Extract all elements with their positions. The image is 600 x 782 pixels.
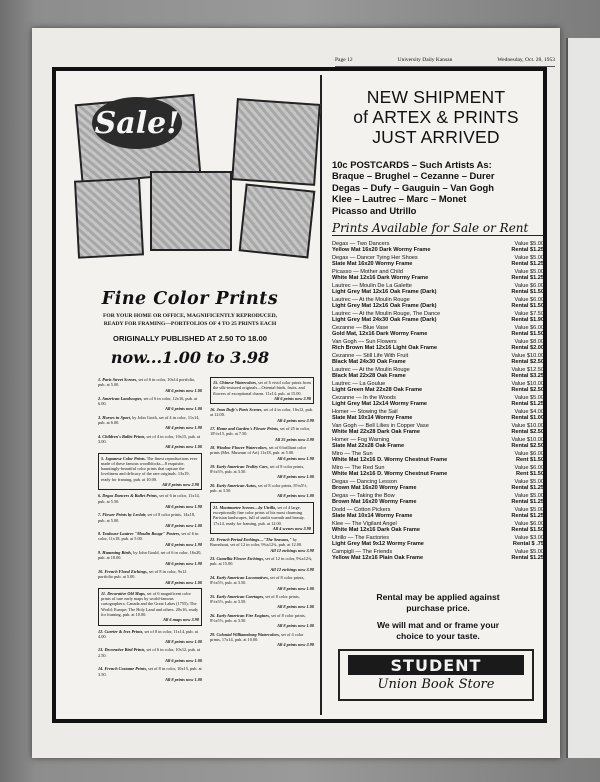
portfolio-item	[98, 453, 202, 491]
rental-entry-line	[332, 429, 544, 435]
framing-note-line-2: choice to your taste.	[396, 630, 480, 641]
rental-entry-rent: Rental $1.25	[511, 261, 544, 268]
portfolio-item-title: 3. Horses in Sport,	[98, 414, 132, 420]
rental-entry-value: Value $5.00	[514, 269, 544, 275]
rental-entry-line	[332, 443, 544, 449]
rental-entry-line	[332, 485, 544, 491]
portfolio-item	[98, 629, 202, 645]
rental-entry-value: Value $6.00	[514, 325, 544, 331]
folio-paper-name: University Daily Kansan	[397, 57, 453, 63]
rental-entry-frame: Light Green Mat 22x28 Oak Frame	[332, 387, 423, 394]
portfolio-item-price: All 6 prints now 1.00	[165, 406, 202, 412]
rental-entry-rent: Rental $2.50	[511, 443, 544, 450]
framing-note-line-1: We will mat and or frame your	[376, 620, 500, 630]
portfolio-item-price: All 8 prints now 1.00	[165, 639, 202, 645]
rental-entry-artwork: Picasso — Mother and Child	[332, 269, 403, 275]
headline-line-2: of ARTEX & PRINTS	[353, 107, 519, 127]
rental-entry-value: Value $6.00	[514, 521, 544, 527]
rental-entry-frame: Black Mat 22x28 Oak Frame	[332, 373, 406, 380]
portfolio-item	[98, 588, 202, 626]
portfolio-item	[210, 464, 314, 480]
rental-entry-artwork: Degas — Dancer Tying Her Shoes	[332, 255, 418, 261]
portfolio-item-description: set of 8 color prints, 8½x5½, pub. at 3.50.	[210, 463, 305, 475]
portfolio-item-description: set of 8 color prints, 8½x5½, pub. at 3.50.	[210, 612, 306, 623]
rental-entry	[332, 311, 544, 324]
rental-entry-rent: Rental $1.90	[511, 317, 544, 324]
portfolio-item-title: 12. Currier & Ives Prints,	[98, 628, 144, 634]
rental-entry-value: Value $6.00	[514, 465, 544, 471]
rental-entry-frame: Black Mat 24x30 Oak Frame	[332, 359, 406, 366]
page-folio	[335, 57, 555, 67]
rental-entry-artwork: Campigli — The Friends	[332, 549, 393, 555]
folio-date: Wednesday, Oct. 28, 1953	[497, 57, 555, 63]
portfolio-item-description: set of 8 color prints, 8½x5½, pub. at 3.50.	[210, 482, 308, 494]
rental-entry-line	[332, 415, 544, 421]
portfolio-listings	[98, 377, 314, 711]
rental-entry-rent: Rental $1.25	[511, 513, 544, 520]
rental-entry-line	[332, 247, 544, 253]
rental-entry-rent: Rental $1.50	[511, 289, 544, 296]
portfolio-item	[98, 569, 202, 585]
advertisement	[52, 67, 547, 723]
adjacent-page-edge	[566, 38, 600, 758]
rental-entry-line	[332, 303, 544, 309]
rental-entry-frame: Gold Mat, 12x16 Dark Wormy Frame	[332, 331, 428, 338]
portfolio-item-description: set of 8 color prints, 8½x5½, pub. at 3.50.	[210, 574, 305, 586]
rental-entry-line	[332, 345, 544, 351]
framing-note	[332, 620, 544, 641]
print-image-portrait	[231, 98, 321, 186]
postcard-line-5: Picasso and Utrillo	[332, 204, 417, 216]
rental-entry	[332, 423, 544, 436]
rental-entry-frame: Yellow Mat 12x16 Plain Oak Frame	[332, 555, 424, 562]
shipment-headline	[328, 87, 544, 147]
rental-entry-artwork: Degas — Dancing Lesson	[332, 479, 397, 485]
rental-entry-frame: Slate Mat 16x20 Wormy Frame	[332, 261, 413, 268]
sale-badge: Sale!	[92, 97, 182, 149]
portfolio-item-price: All 4 prints now 1.00	[165, 444, 202, 450]
postcard-line-4: Klee – Lautrec – Marc – Monet	[332, 193, 467, 205]
portfolio-item-title: 15. Chinese Watercolors,	[213, 380, 258, 385]
ad-title: Fine Color Prints	[101, 289, 279, 309]
rental-entry-value: Value $10.00	[511, 353, 544, 359]
rental-heading: Prints Available for Sale or Rent	[332, 221, 544, 236]
rental-entry-line	[332, 373, 544, 379]
print-image-flowers	[239, 184, 316, 259]
portfolio-item-price: All 12 etchings now 3.98	[270, 547, 314, 553]
column-divider	[320, 75, 322, 715]
rental-entry-value: Value $8.00	[514, 339, 544, 345]
rental-entry-value: Value $5.00	[514, 549, 544, 555]
original-price-line: ORIGINALLY PUBLISHED AT 2.50 TO 18.00	[113, 334, 267, 343]
rental-entry-rent: Rental $1.25	[511, 499, 544, 506]
portfolio-item-title: 5. Japanese Color Prints.	[101, 455, 146, 461]
portfolio-item-price: All 8 prints now 1.00	[277, 604, 314, 610]
portfolio-item-price: All 8 prints now 1.00	[165, 522, 202, 528]
rental-entry-frame: Slate Mat 22x28 Oak Frame	[332, 443, 405, 450]
rental-entry-line	[332, 359, 544, 365]
portfolio-item-price: All 6 prints now 2.98	[274, 395, 311, 401]
rental-entry-rent: Rental $2.50	[511, 359, 544, 366]
portfolio-item	[210, 575, 314, 591]
rental-entry-rent: Rental $2.50	[511, 429, 544, 436]
portfolio-item-price: All 6 prints now 1.00	[165, 387, 202, 393]
portfolio-item-price: All 6 prints now 1.98	[165, 503, 202, 509]
rental-entry	[332, 283, 544, 296]
portfolio-item-title: 10. French Floral Etchings,	[98, 568, 148, 574]
portfolio-column-2	[210, 377, 314, 711]
rental-entry	[332, 437, 544, 450]
portfolio-item	[98, 493, 202, 509]
portfolio-item	[210, 377, 314, 404]
rental-entry	[332, 255, 544, 268]
portfolio-item-description: by John Gould, set of 6 in color, 16x20, pub. at 18.00.	[98, 550, 202, 561]
portfolio-item-price: All 6 maps now 3.98	[163, 617, 199, 623]
rental-entry-rent: Rental $1.25	[511, 275, 544, 282]
rental-entry-artwork: Van Gogh — Sun Flowers	[332, 339, 397, 345]
portfolio-item-description: set of 8 color prints, 8½x5½, pub. at 3.50.	[210, 593, 300, 605]
rental-entry-rent: Rental $1.50	[511, 303, 544, 310]
portfolio-item-description: by John Groth, set of 4 in color, 11x14, pub. at 6.00.	[98, 414, 200, 426]
rental-entry	[332, 269, 544, 282]
rental-entry-rent: Rental $1.00	[511, 415, 544, 422]
portfolio-item-price: All 8 prints now 1.00	[277, 623, 314, 629]
rental-entry-artwork: Miro — The Red Sun	[332, 465, 385, 471]
rental-entry	[332, 395, 544, 408]
portfolio-item-title: 26. Early American Fire Engines,	[210, 612, 271, 618]
portfolio-item	[98, 531, 202, 547]
portfolio-item	[210, 556, 314, 572]
portfolio-item-price: All 8 prints now 2.98	[162, 482, 199, 488]
rental-entry-rent: Rental $1.25	[511, 485, 544, 492]
rental-entry	[332, 549, 544, 562]
portfolio-column-1	[98, 377, 202, 711]
rental-entry-value: Value $10.00	[511, 437, 544, 443]
rental-entry-artwork: Lautrec — At the Moulin Rouge	[332, 297, 410, 303]
rental-entry-value: Value $6.00	[514, 283, 544, 289]
rental-entry-artwork: Cezanne — Blue Vase	[332, 325, 389, 331]
rental-entry-rent: Rental $2.00	[511, 345, 544, 352]
rental-entry	[332, 507, 544, 520]
rental-entry	[332, 493, 544, 506]
portfolio-item-description: set of 4 in color, 10x15, pub. at 3.00.	[98, 433, 201, 444]
rental-entry-artwork: Miro — The Sun	[332, 451, 373, 457]
rental-entry-artwork: Degas — Two Dancers	[332, 241, 390, 247]
portfolio-item-price: All 8 prints now 1.00	[277, 493, 314, 499]
rental-entry-value: Value $5.00	[514, 493, 544, 499]
rental-entry-line	[332, 317, 544, 323]
rental-entry-frame: Brown Mat 16x20 Wormy Frame	[332, 499, 417, 506]
rental-entry-rent: Rental $3.25	[511, 373, 544, 380]
rental-entry-value: Value $6.00	[514, 451, 544, 457]
portfolio-item	[98, 396, 202, 412]
portfolio-item-title: 22. French Period Etchings—"The Seasons,"	[210, 537, 292, 543]
rental-entry	[332, 479, 544, 492]
portfolio-item-description: set of 6 in color, 11x14, pub. at 5.50.	[98, 493, 200, 504]
rental-entry-value: Value $12.50	[511, 367, 544, 373]
portfolio-item	[210, 594, 314, 610]
rental-note-line-1: Rental may be applied against	[376, 592, 500, 602]
portfolio-item	[98, 377, 202, 393]
portfolio-item-price: All 6 prints now 1.98	[277, 455, 314, 461]
rental-entry	[332, 451, 544, 464]
portfolio-item-description: set of 6 magnificent color prints of rare early maps by world-famous cartographers; Canada and the Great Lakes (1755); The World; Europe; The Holy Land and others. 20x16, ready for framing, pub. at 10.00.	[101, 590, 199, 617]
rental-entry-value: Value $5.00	[514, 479, 544, 485]
portfolio-item-title: 20. Early American Autos,	[210, 482, 257, 488]
rental-entry-value: Value $4.00	[514, 409, 544, 415]
store-logo-script: Union Book Store	[377, 677, 495, 692]
rental-entry-frame: Slate Mat 10x14 Wormy Frame	[332, 415, 413, 422]
portfolio-item	[210, 632, 314, 648]
rental-entry	[332, 367, 544, 380]
rental-entry	[332, 535, 544, 548]
portfolio-item-description: set of 6 in color, 10x14 portfolio, pub. at 5.00.	[98, 377, 196, 388]
portfolio-item-title: 7. Flower Prints by Leclair,	[98, 512, 147, 518]
store-logo	[338, 649, 534, 701]
rental-entry-frame: Rich Brown Mat 12x16 Light Oak Frame	[332, 345, 438, 352]
postcard-line-1: 10c POSTCARDS – Such Artists As:	[332, 159, 492, 170]
portfolio-item-title: 2. American Landscapes,	[98, 395, 143, 401]
rental-entry-value: Value $5.00	[514, 241, 544, 247]
postcard-line-2: Braque – Brughel – Cezanne – Durer	[332, 170, 495, 182]
portfolio-item-title: 8. Toulouse-Lautrec "Moulin Rouge" Posters,	[98, 531, 181, 537]
rental-entry	[332, 297, 544, 310]
portfolio-item-description: set of 8 in color, 11x14, pub. at 4.00.	[98, 628, 198, 639]
portfolio-item-price: All 25 prints now 2.98	[274, 436, 314, 442]
portfolio-item	[98, 550, 202, 566]
rental-entry-line	[332, 499, 544, 505]
portfolio-item-title: 14. French Costume Prints,	[98, 666, 148, 672]
rental-note-line-2: purchase price.	[406, 602, 470, 613]
print-image-street	[150, 171, 232, 251]
rental-entry-artwork: Homer — Stowing the Sail	[332, 409, 398, 415]
rental-entry-line	[332, 289, 544, 295]
portfolio-item	[210, 537, 314, 553]
portfolio-item-title: 24. Early American Locomotives,	[210, 574, 269, 580]
portfolio-item-title: 18. Window Flower Watercolors,	[210, 444, 268, 450]
postcard-artists	[332, 159, 544, 216]
portfolio-item-description: set of 6 in color, 11x18, pub. at 5.00.	[98, 531, 199, 542]
portfolio-item-title: 19. Early American Trolley Cars,	[210, 463, 269, 469]
portfolio-item	[210, 613, 314, 629]
portfolio-item	[98, 666, 202, 682]
headline-line-3: JUST ARRIVED	[372, 127, 500, 147]
portfolio-item-description: set of 12 in color, 9¾x12¾, pub. at 15.00.	[210, 556, 313, 567]
rental-entry-artwork: Degas — Taking the Bow	[332, 493, 395, 499]
portfolio-item-title: 21. Montmartre Scenes—by Utrillo,	[213, 504, 277, 510]
print-collage	[64, 79, 316, 259]
rental-entry	[332, 381, 544, 394]
portfolio-item	[210, 445, 314, 461]
rental-entry	[332, 241, 544, 254]
rental-entry-artwork: Utrillo — The Factories	[332, 535, 390, 541]
rental-entry-value: Value $5.00	[514, 507, 544, 513]
rental-entry	[332, 325, 544, 338]
portfolio-item	[210, 502, 314, 534]
print-image-bird	[74, 177, 144, 258]
rental-entry-rent: Rent $1.50	[516, 471, 544, 478]
portfolio-item-title: 29. Colonial Williamsburg Watercolors,	[210, 631, 280, 637]
rental-entry-artwork: Dodd — Cotton Pickers	[332, 507, 391, 513]
portfolio-item-description: The finest reproductions ever made of these famous woodblocks—8 exquisite, hauntingly-beautiful color prints that capture the loveliness and delicacy of the rare originals. 13x19, ready for framing, pub. at 10.00.	[101, 455, 198, 482]
folio-page-number: Page 12	[335, 57, 353, 63]
rental-entry	[332, 409, 544, 422]
rental-entry-line	[332, 541, 544, 547]
rental-entry-value: Value $7.50	[514, 311, 544, 317]
portfolio-item-description: set of 6 brilliant color prints (Met. Museum of Art) 11x18, pub. at 5.00.	[210, 444, 307, 456]
portfolio-item	[210, 483, 314, 499]
portfolio-item-title: 1. Paris Street Scenes,	[98, 377, 138, 382]
portfolio-item-price: All 8 prints now 1.00	[165, 676, 202, 682]
rental-entry-value: Value $10.00	[511, 381, 544, 387]
rental-entry-value: Value $10.00	[511, 423, 544, 429]
rental-entry-rent: Rental $1.25	[511, 555, 544, 562]
rental-entry	[332, 465, 544, 478]
rental-entry-frame: Light Grey Mat 12x16 Oak Frame (Dark)	[332, 303, 437, 310]
rental-note	[332, 592, 544, 613]
portfolio-item-price: All 6 prints now 1.98	[165, 541, 202, 547]
rental-entry-frame: Light Grey Mat 12x16 Oak Frame (Dark)	[332, 289, 437, 296]
portfolio-item	[210, 426, 314, 442]
rental-entry-line	[332, 471, 544, 477]
rental-entry-rent: Rental $1.25	[511, 247, 544, 254]
rental-listing	[332, 241, 544, 563]
rental-entry-value: Value $3.00	[514, 535, 544, 541]
rental-entry-frame: Light Grey Mat 24x30 Oak Frame (Dark)	[332, 317, 437, 324]
rental-entry	[332, 339, 544, 352]
portfolio-item-description: set of 4 large, exceptionally fine color prints of his most charming Parisian landscapes, full of sunlit warmth and beauty. 17x14, ready for framing, pub. at 12.00.	[213, 504, 305, 526]
portfolio-item-title: 25. Early American Carriages,	[210, 593, 265, 599]
rental-entry-frame: Slate Mat 10x14 Wormy Frame	[332, 513, 413, 520]
portfolio-item-description: set of 25 in color, 10½x15, pub. at 7.50.	[210, 426, 310, 437]
portfolio-item	[98, 512, 202, 528]
rental-entry-frame: White Mat 22x28 Dark Oak Frame	[332, 429, 420, 436]
rental-entry-line	[332, 457, 544, 463]
portfolio-item-price: All 4 prints now 2.98	[277, 417, 314, 423]
rental-entry-artwork: Lautrec — Moulin De La Galette	[332, 283, 412, 289]
rental-entry-artwork: Homer — Fog Warning	[332, 437, 390, 443]
rental-entry-line	[332, 513, 544, 519]
portfolio-item-price: All 8 prints now 1.00	[165, 579, 202, 585]
portfolio-item-price: All 6 prints now 1.00	[165, 658, 202, 664]
portfolio-item-description: set of 6 in color, 10x12, pub. at 2.50.	[98, 647, 200, 658]
headline-line-1: NEW SHIPMENT	[366, 87, 506, 107]
portfolio-item-title: 16. Jean Dufy's Paris Scenes,	[210, 407, 263, 413]
ad-subtitle-line-1: FOR YOUR HOME OR OFFICE, MAGNIFICENTLY REPRODUCED,	[102, 313, 278, 319]
portfolio-item-description: set of 6 vivid color prints from the silk-textured originals—Oriental birds, fruits, and flowers of exceptional charm. 11x14, pub. at 15.00.	[213, 380, 311, 396]
portfolio-item-price: All 12 etchings now 3.98	[270, 566, 314, 572]
postcard-line-3: Degas – Dufy – Gauguin – Van Gogh	[332, 181, 495, 193]
portfolio-item-price: All 8 prints now 1.00	[277, 474, 314, 480]
rental-entry-frame: White Mat 12x16 Dark Oak Frame	[332, 527, 420, 534]
portfolio-item-price: All 6 prints now 1.98	[165, 560, 202, 566]
portfolio-item-price: All 4 prints now 2.98	[277, 642, 314, 648]
rental-entry-artwork: Lautrec — At the Moulin Rouge, The Dance	[332, 311, 441, 317]
portfolio-item-description: set of 4 color prints, 17x14, pub. at 10.00.	[210, 631, 304, 642]
portfolio-item-title: 4. Children's Ballet Prints,	[98, 433, 146, 439]
portfolio-item-title: 6. Degas Dancers & Ballet Prints,	[98, 493, 159, 499]
rental-entry-line	[332, 275, 544, 281]
rental-entry-rent: Rental $1.25	[511, 401, 544, 408]
rental-entry-line	[332, 527, 544, 533]
portfolio-item-price: All 4 scenes now 2.98	[272, 525, 311, 531]
portfolio-item-title: 13. Decorative Bird Prints,	[98, 647, 146, 653]
rental-entry-artwork: Cezanne — Still Life With Fruit	[332, 353, 409, 359]
portfolio-item	[210, 407, 314, 423]
rental-entry-frame: White Mat 12x16 D. Wormy Chestnut Frame	[332, 457, 448, 464]
rental-entry-artwork: Lautrec — At the Moulin Rouge	[332, 367, 410, 373]
portfolio-item-title: 23. Camellia Flower Etchings,	[210, 556, 265, 562]
rental-entry-rent: Rental $1.50	[511, 331, 544, 338]
portfolio-item	[98, 434, 202, 450]
portfolio-item-description: by Baronhout, set of 12 in color, 9¾x12¾, pub. at 12.00.	[210, 537, 303, 548]
rental-entry-frame: Yellow Mat 16x20 Dark Wormy Frame	[332, 247, 431, 254]
portfolio-item	[98, 415, 202, 431]
rental-entry-line	[332, 387, 544, 393]
portfolio-item	[98, 647, 202, 663]
portfolio-item-price: All 8 prints now 1.00	[277, 585, 314, 591]
sale-price-line: now...1.00 to 3.98	[110, 348, 270, 367]
portfolio-item-description: set of 4 in color, 16x12, pub. at 12.00.	[210, 407, 313, 418]
rental-entry-artwork: Klee — The Vigilant Angel	[332, 521, 397, 527]
rental-entry-line	[332, 555, 544, 561]
ad-subtitle-line-2: READY FOR FRAMING—PORTFOLIOS OF 4 TO 25 PRINTS EACH	[103, 321, 277, 327]
rental-entry-artwork: Cezanne — In the Woods	[332, 395, 396, 401]
portfolio-item-description: set of 8 in color, 9x12 portfolio pub. at 5.00.	[98, 568, 187, 580]
rental-entry-line	[332, 331, 544, 337]
rental-entry-artwork: Van Gogh — Bell Lilies in Copper Vase	[332, 423, 429, 429]
rental-entry-frame: Light Grey Mat 9x12 Wormy Frame	[332, 541, 424, 548]
rental-entry-value: Value $5.00	[514, 395, 544, 401]
rental-entry-line	[332, 401, 544, 407]
portfolio-item-description: set of 8 in color, 10x15, pub. at 3.50.	[98, 666, 202, 677]
portfolio-item-title: 17. Home and Garden's Flower Prints,	[210, 426, 279, 432]
rental-entry-frame: Brown Mat 16x20 Wormy Frame	[332, 485, 417, 492]
rental-entry-rent: Rent $1.50	[516, 457, 544, 464]
rental-entry-value: Value $6.00	[514, 297, 544, 303]
portfolio-item-price: All 4 prints now 1.98	[165, 425, 202, 431]
rental-entry-value: Value $5.00	[514, 255, 544, 261]
portfolio-item-title: 9. Humming Birds,	[98, 550, 133, 556]
portfolio-item-description: set of 6 in color, 12x16, pub. at 6.00.	[98, 395, 198, 407]
rental-entry	[332, 521, 544, 534]
portfolio-item-description: set of 8 color prints, 14x18, pub. at 5.00.	[98, 512, 195, 523]
store-logo-banner: STUDENT	[348, 655, 524, 675]
rental-entry-line	[332, 261, 544, 267]
rental-entry-frame: Light Grey Mat 12x14 Wormy Frame	[332, 401, 428, 408]
rental-entry-rent: Rental $2.50	[511, 387, 544, 394]
rental-entry	[332, 353, 544, 366]
rental-entry-rent: Rental $ .75	[512, 541, 544, 548]
rental-entry-frame: White Mat 12x16 D. Wormy Chestnut Frame	[332, 471, 448, 478]
rental-entry-frame: White Mat 12x16 Dark Wormy Frame	[332, 275, 429, 282]
portfolio-item-title: 11. Decorative Old Maps,	[101, 590, 146, 596]
rental-entry-artwork: Lautrec — La Goulue	[332, 381, 386, 387]
rental-entry-rent: Rental $1.50	[511, 527, 544, 534]
